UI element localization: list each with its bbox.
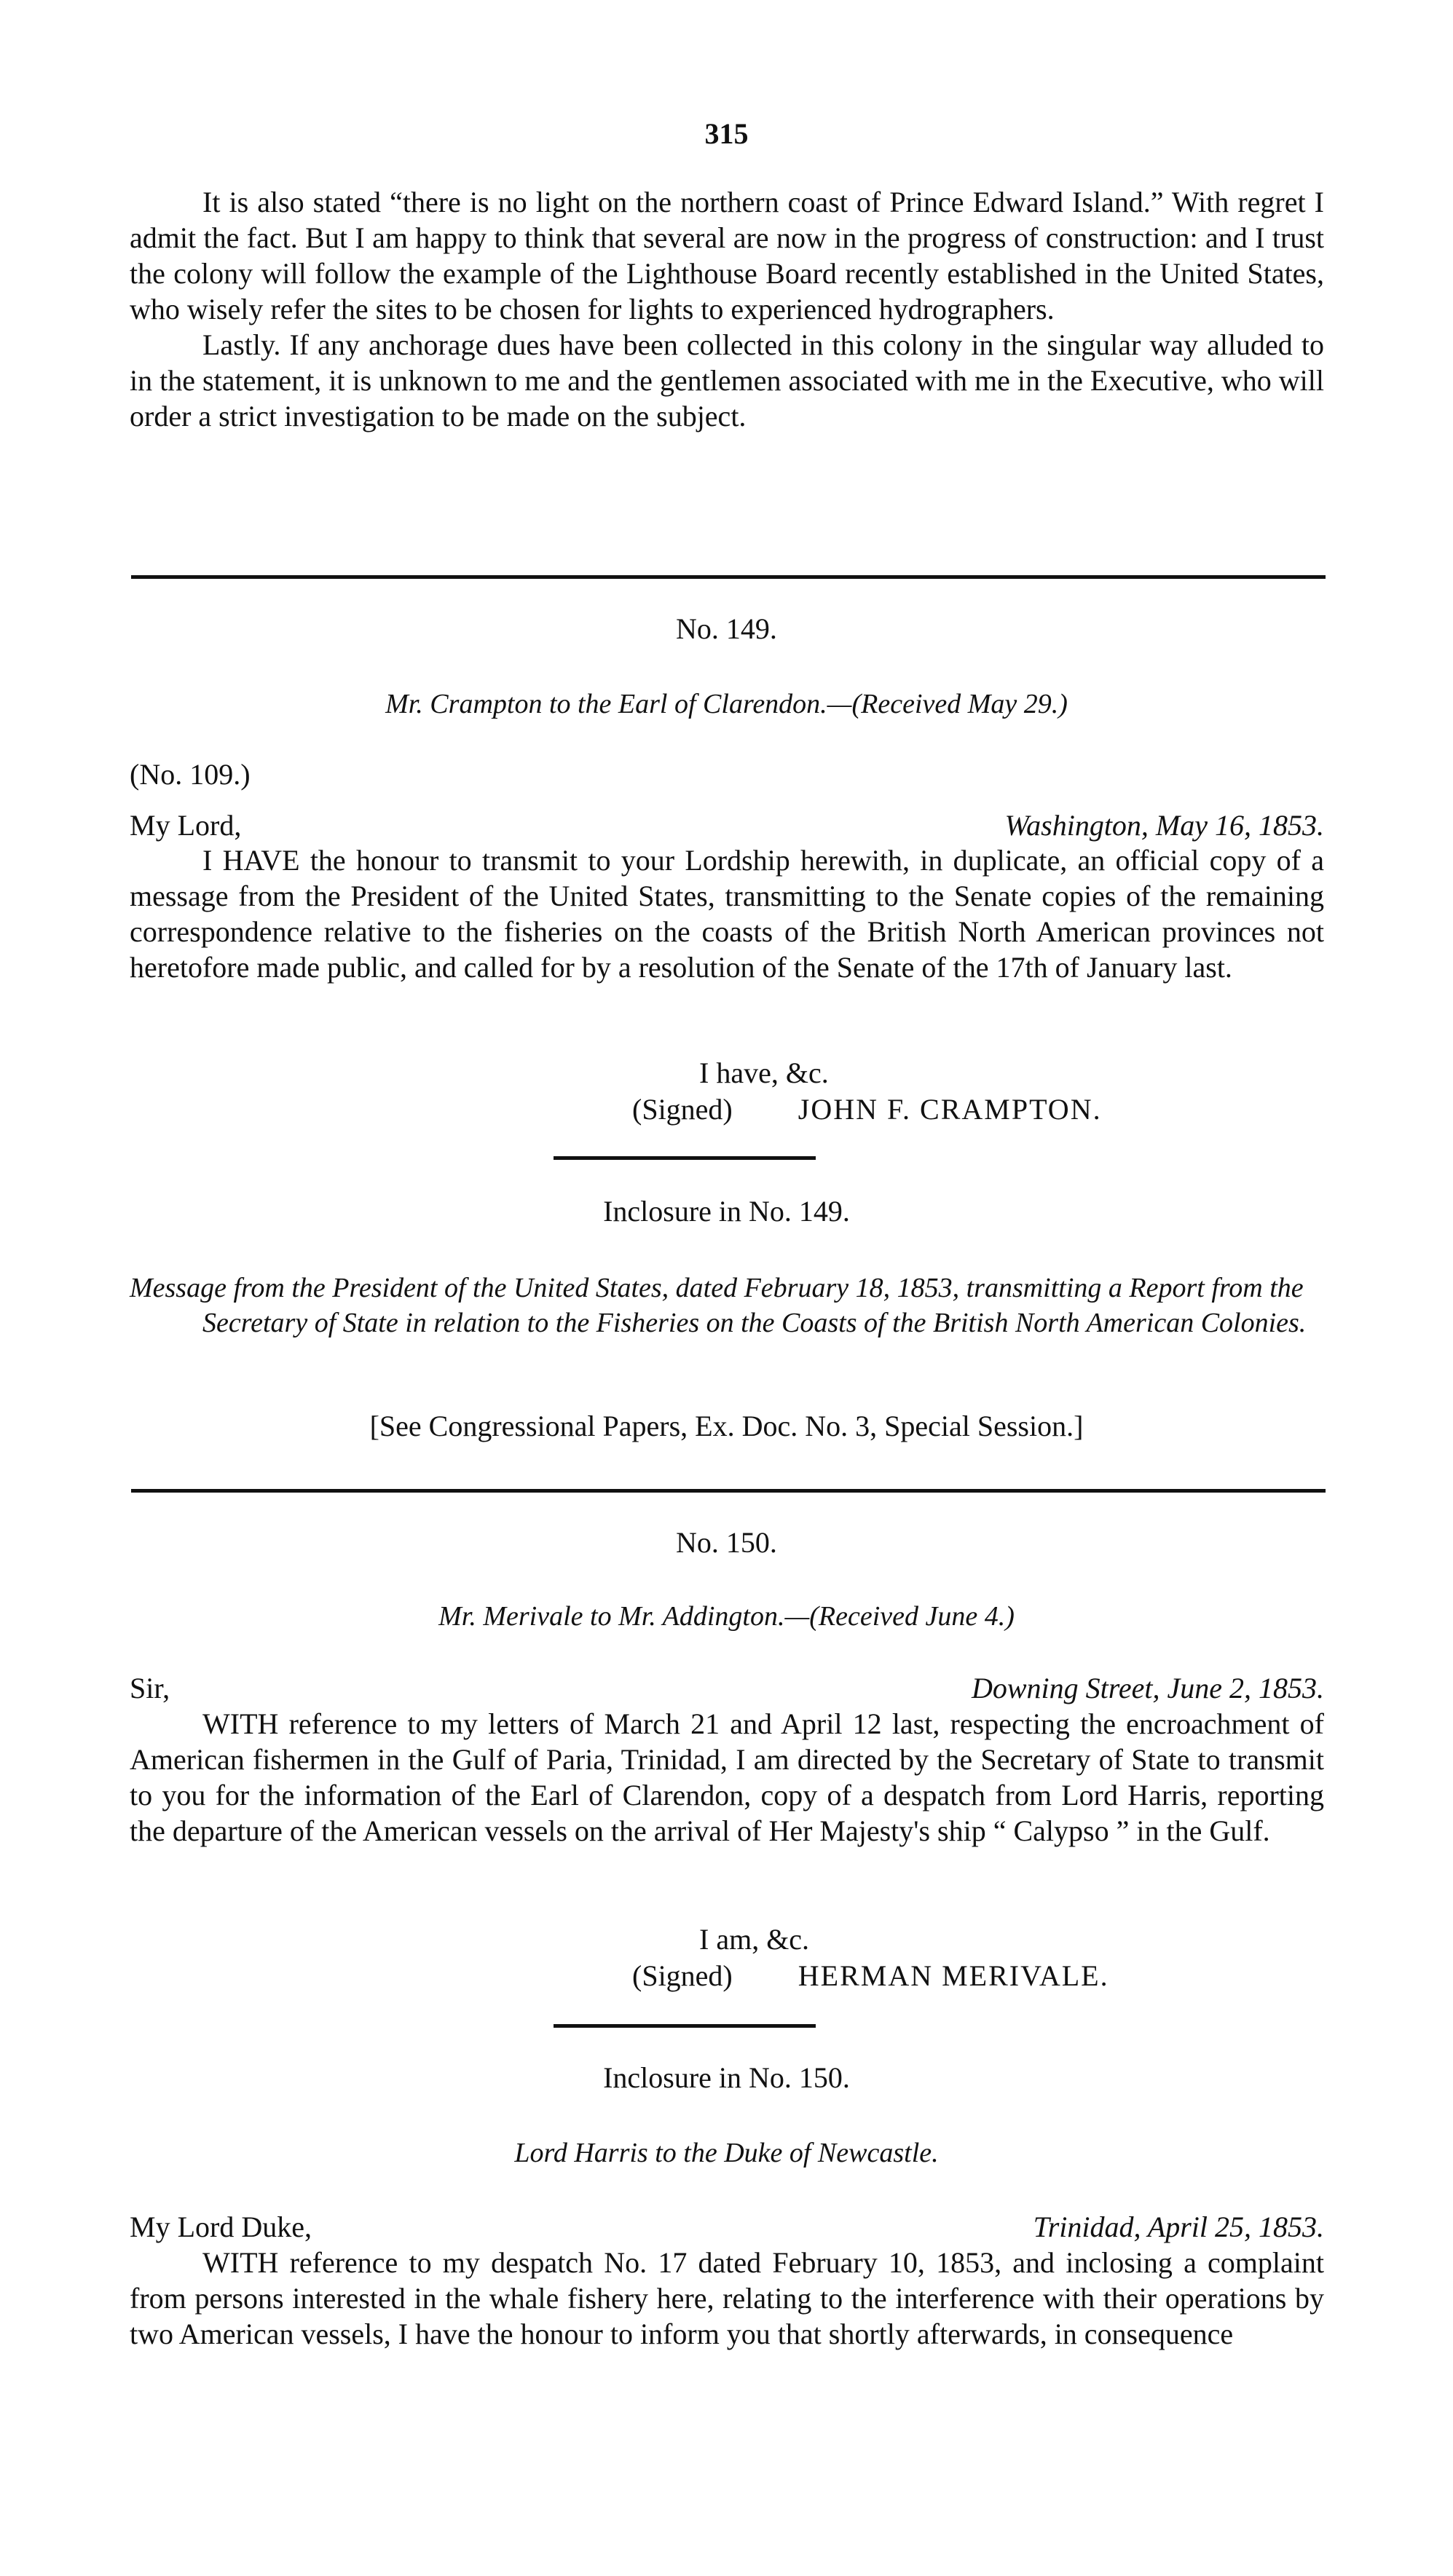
salutation-row-150 bbox=[130, 1671, 1324, 1705]
letter-number-149: No. 149. bbox=[676, 612, 777, 645]
signatory-150: HERMAN MERIVALE. bbox=[798, 1959, 1109, 1992]
intro-section bbox=[130, 184, 1324, 434]
dateline-150: Downing Street, June 2, 1853. bbox=[971, 1672, 1324, 1704]
message-summary-149 bbox=[130, 1271, 1324, 1340]
signatory-149: JOHN F. CRAMPTON. bbox=[798, 1093, 1102, 1126]
salutation-inclosure-150: My Lord Duke, bbox=[130, 2210, 312, 2243]
short-divider bbox=[554, 2024, 816, 2028]
section-divider bbox=[131, 1489, 1326, 1493]
letter-number-150: No. 150. bbox=[676, 1526, 777, 1559]
inclosure-body-150: WITH reference to my despatch No. 17 dated February 10, 1853, and inclosing a complaint from persons interested in the whale fishery here, relating to the interference with their operations by two American vessels, I have the honour to inform you that shortly afterwards, in consequence bbox=[130, 2246, 1324, 2350]
closing-150: I am, &c. bbox=[699, 1923, 810, 1956]
salutation-row-inclosure-150 bbox=[130, 2210, 1324, 2244]
inclosure-subtitle-150: Lord Harris to the Duke of Newcastle. bbox=[514, 2138, 939, 2168]
inclosure-heading-150: Inclosure in No. 150. bbox=[603, 2061, 850, 2094]
see-reference-149: [See Congressional Papers, Ex. Doc. No. 3, Special Session.] bbox=[369, 1410, 1084, 1442]
letter-subtitle-150: Mr. Merivale to Mr. Addington.—(Received June 4.) bbox=[438, 1601, 1015, 1632]
letter-subtitle-149: Mr. Crampton to the Earl of Clarendon.—(Received May 29.) bbox=[385, 689, 1068, 719]
message-text-149: Message from the President of the United States, dated February 18, 1853, transmitting a Report from the Secretary of State in relation to the Fisheries on the Coasts of the British North American Colonies. bbox=[130, 1273, 1307, 1338]
signature-line-149 bbox=[632, 1092, 1102, 1126]
letter-body-section-150 bbox=[130, 1706, 1324, 1849]
letter-body-section-149 bbox=[130, 842, 1324, 985]
letter-ref-149: (No. 109.) bbox=[130, 758, 251, 791]
letter-body-149: I HAVE the honour to transmit to your Lordship herewith, in duplicate, an official copy of a message from the President of the United States, transmitting to the Senate copies of the remaining correspondence relative to the fisheries on the coasts of the British North American provinces not heretofore made public, and called for by a resolution of the Senate of the 17th of January last. bbox=[130, 844, 1324, 984]
intro-paragraph-2: Lastly. If any anchorage dues have been collected in this colony in the singular way alluded to in the statement, it is unknown to me and the gentlemen associated with me in the Executive, who will order a strict investigation to be made on the subject. bbox=[130, 328, 1324, 432]
salutation-row-149 bbox=[130, 808, 1324, 842]
short-divider bbox=[554, 1156, 816, 1160]
closing-149: I have, &c. bbox=[699, 1056, 829, 1089]
signature-line-150 bbox=[632, 1959, 1109, 1993]
signed-label-150: (Signed) bbox=[632, 1959, 733, 1992]
inclosure-body-section-150 bbox=[130, 2245, 1324, 2352]
page-number: 315 bbox=[704, 117, 749, 150]
salutation-150: Sir, bbox=[130, 1672, 170, 1704]
dateline-149: Washington, May 16, 1853. bbox=[1004, 809, 1324, 842]
inclosure-heading-149: Inclosure in No. 149. bbox=[603, 1195, 850, 1228]
section-divider bbox=[131, 575, 1326, 579]
letter-body-150: WITH reference to my letters of March 21 and April 12 last, respecting the encroachment of American fishermen in the Gulf of Paria, Trinidad, I am directed by the Secretary of State to transmit to you for the information of the Earl of Clarendon, copy of a despatch from Lord Harris, reporting the departure of the American vessels on the arrival of Her Majesty's ship “ Calypso ” in the Gulf. bbox=[130, 1707, 1324, 1847]
dateline-inclosure-150: Trinidad, April 25, 1853. bbox=[1033, 2210, 1324, 2243]
intro-paragraph-1: It is also stated “there is no light on the northern coast of Prince Edward Island.” With regret I admit the fact. But I am happy to think that several are now in the progress of construction: and I trust the colony will follow the example of the Lighthouse Board recently established in the United States, who wisely refer the sites to be chosen for lights to experienced hydrographers. bbox=[130, 186, 1324, 325]
signed-label-149: (Signed) bbox=[632, 1093, 733, 1126]
salutation-149: My Lord, bbox=[130, 809, 242, 842]
letter-ref-row-149 bbox=[130, 757, 1324, 791]
